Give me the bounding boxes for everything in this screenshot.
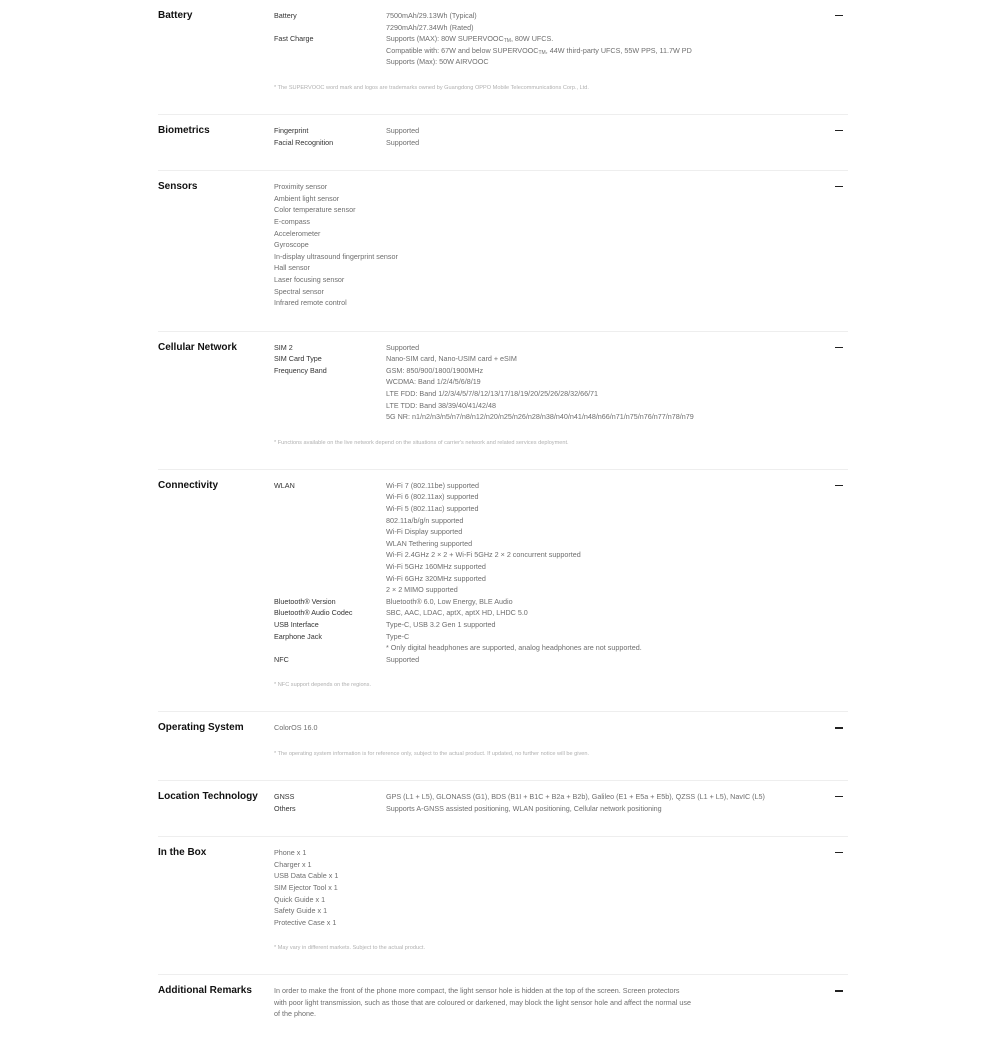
spec-value: Supported [386,342,420,352]
spec-item: Ambient light sensor [274,193,340,203]
section-title: Additional Remarks [158,985,252,997]
minus-icon [835,727,843,728]
spec-value: WLAN Tethering supported [386,538,473,548]
spec-item: Laser focusing sensor [274,274,345,284]
spec-label: Others [274,803,296,813]
section-body [274,180,848,309]
remarks-paragraph: In order to make the front of the phone more compact, the light sensor hole is hidden at the top of the screen. Screen protectors with poor light transmission, such as those that are coloured or darkened, may block the light sensor hole and affect the normal use of the phone. [274,986,691,1019]
spec-label: NFC [274,654,289,664]
spec-item: Gyroscope [274,240,309,250]
spec-label: Facial Recognition [274,137,334,147]
section-title: Cellular Network [158,341,237,353]
spec-value: Supports A-GNSS assisted positioning, WLAN positioning, Cellular network positioning [386,803,662,813]
section-title: Sensors [158,181,198,193]
collapse-toggle[interactable] [832,124,846,138]
collapse-toggle[interactable] [832,721,846,735]
spec-value: Supports (Max): 50W AIRVOOC [386,57,489,67]
spec-value: LTE TDD: Band 38/39/40/41/42/48 [386,400,497,410]
spec-value: Wi-Fi 6 (802.11ax) supported [386,492,479,502]
spec-values [386,631,642,654]
spec-item-list [274,181,848,309]
spec-item: Spectral sensor [274,286,324,296]
spec-section-in-the-box [158,837,848,975]
spec-section-battery [158,0,848,115]
section-title: Location Technology [158,790,258,802]
spec-label: Fingerprint [274,125,309,135]
spec-row [274,631,848,654]
spec-value: SBC, AAC, LDAC, aptX, aptX HD, LHDC 5.0 [386,608,528,618]
minus-icon [835,15,843,16]
section-body [274,9,848,92]
spec-value: LTE FDD: Band 1/2/3/4/5/7/8/12/13/17/18/19/20/25/26/28/32/66/71 [386,389,599,399]
spec-values [386,353,517,365]
spec-values [386,33,692,68]
collapse-toggle[interactable] [832,984,846,998]
spec-value: 5G NR: n1/n2/n3/n5/n7/n8/n12/n20/n25/n26/n28/n38/n40/n41/n48/n66/n71/n75/n76/n77/n78/n79 [386,412,694,422]
spec-row [274,596,848,608]
spec-item: USB Data Cable x 1 [274,871,339,881]
spec-label: Battery [274,11,297,20]
minus-icon [835,186,843,187]
spec-values [386,125,419,137]
spec-row [274,342,848,354]
spec-item: SIM Ejector Tool x 1 [274,882,338,892]
spec-label: SIM 2 [274,342,293,352]
spec-section-additional-remarks [158,975,848,1042]
spec-value: 7500mAh/29.13Wh (Typical) [386,11,477,20]
spec-row [274,607,848,619]
spec-values [386,791,765,803]
spec-label: SIM Card Type [274,354,322,364]
spec-value: Wi-Fi 7 (802.11be) supported [386,480,479,490]
spec-value: WCDMA: Band 1/2/4/5/6/8/19 [386,377,481,387]
spec-value: Wi-Fi 6GHz 320MHz supported [386,573,486,583]
spec-item-list [274,847,848,928]
section-body [274,790,848,814]
footnote: * The SUPERVOOC word mark and logos are trademarks owned by Guangdong OPPO Mobile Telecommunications Corp., Ltd. [274,84,589,91]
spec-value: Type-C, USB 3.2 Gen 1 supported [386,619,496,629]
spec-item: Charger x 1 [274,859,312,869]
spec-item: Quick Guide x 1 [274,894,326,904]
spec-value: Nano-SIM card, Nano-USIM card + eSIM [386,354,517,364]
spec-value: * Only digital headphones are supported, analog headphones are not supported. [386,643,642,653]
minus-icon [835,852,843,853]
spec-item: Infrared remote control [274,298,347,308]
spec-item: Protective Case x 1 [274,917,337,927]
spec-row [274,803,848,815]
spec-label: Earphone Jack [274,631,322,641]
spec-label: Bluetooth® Audio Codec [274,608,353,618]
spec-values [386,342,419,354]
spec-value: Wi-Fi Display supported [386,527,463,537]
spec-value: 802.11a/b/g/n supported [386,515,464,525]
footnote: * May vary in different markets. Subject to the actual product. [274,945,426,952]
spec-values [386,619,495,631]
collapse-toggle[interactable] [832,341,846,355]
spec-label: Frequency Band [274,365,327,375]
spec-value: Bluetooth® 6.0, Low Energy, BLE Audio [386,596,513,606]
spec-value: Compatible with: 67W and below $SUPERVOOC_{TM}$, 44W third-party UFCS, 55W PPS, 11.7W PD [386,45,692,56]
spec-item: In-display ultrasound fingerprint sensor [274,251,398,261]
spec-value: Supported [386,125,420,135]
spec-item: Hall sensor [274,263,310,273]
section-title: Operating System [158,722,244,734]
spec-values [386,654,419,666]
spec-value: 2 × 2 MIMO supported [386,585,458,595]
spec-values [386,596,513,608]
footnote: * The operating system information is for reference only, subject to the actual product. If updated, no further notice will be given. [274,750,590,757]
spec-label: GNSS [274,791,295,801]
spec-item: Color temperature sensor [274,205,356,215]
spec-row [274,791,848,803]
spec-value: GPS (L1 + L5), GLONASS (G1), BDS (B1I + B1C + B2a + B2b), Galileo (E1 + E5a + E5b), QZSS (L1 + L5), NavIC (L5) [386,791,765,801]
section-body [274,124,848,148]
spec-value: Supports (MAX): 80W $SUPERVOOC_{TM}$, 80W UFCS. [386,34,554,45]
spec-list [158,0,848,1042]
footnote: * NFC support depends on the regions. [274,682,372,689]
spec-value: Supported [386,654,420,664]
spec-item: E-compass [274,216,310,226]
spec-values [386,803,662,815]
spec-label: WLAN [274,480,295,490]
spec-label: Fast Charge [274,34,314,44]
spec-values [386,10,477,33]
collapse-toggle[interactable] [832,9,846,23]
section-body [274,479,848,690]
spec-value: Wi-Fi 2.4GHz 2 × 2 + Wi-Fi 5GHz 2 × 2 concurrent supported [386,550,581,560]
spec-item: Phone x 1 [274,848,307,858]
spec-section-sensors [158,171,848,332]
spec-item: Accelerometer [274,228,321,238]
spec-row [274,654,848,666]
collapse-toggle[interactable] [832,479,846,493]
spec-row [274,353,848,365]
spec-section-operating-system [158,712,848,781]
spec-value: Wi-Fi 5 (802.11ac) supported [386,504,479,514]
spec-section-connectivity [158,470,848,713]
section-body [274,984,848,1020]
spec-values [386,365,694,423]
spec-section-cellular-network [158,332,848,470]
collapse-toggle[interactable] [832,790,846,804]
spec-value: Supported [386,137,420,147]
spec-item-list [274,722,848,734]
spec-item: ColorOS 16.0 [274,723,318,733]
spec-label: Bluetooth® Version [274,596,336,606]
spec-row [274,365,848,423]
section-body [274,341,848,447]
spec-section-biometrics [158,115,848,171]
minus-icon [835,130,843,131]
spec-row [274,480,848,596]
spec-row [274,125,848,137]
collapse-toggle[interactable] [832,180,846,194]
section-title: Battery [158,10,193,21]
spec-row [274,619,848,631]
spec-item: Proximity sensor [274,182,328,192]
spec-item: Safety Guide x 1 [274,906,328,916]
spec-values [386,137,419,149]
section-title: Biometrics [158,124,210,136]
section-title: In the Box [158,847,207,859]
spec-row [274,10,848,33]
spec-row [274,137,848,149]
spec-value: Type-C [386,631,410,641]
spec-value: GSM: 850/900/1800/1900MHz [386,365,484,375]
minus-icon [835,347,843,348]
collapse-toggle[interactable] [832,846,846,860]
spec-section-location-technology [158,781,848,837]
footnote: * Functions available on the live network depend on the situations of carrier's network and related services deployment. [274,439,569,446]
section-body [274,721,848,758]
spec-values [386,607,528,619]
spec-value: Wi-Fi 5GHz 160MHz supported [386,562,486,571]
section-body [274,846,848,952]
minus-icon [835,485,843,486]
minus-icon [835,796,843,797]
minus-icon [835,990,843,991]
spec-values [386,480,581,596]
spec-label: USB Interface [274,619,319,629]
spec-row [274,33,848,68]
section-title: Connectivity [158,479,219,491]
spec-value: 7290mAh/27.34Wh (Rated) [386,22,474,32]
